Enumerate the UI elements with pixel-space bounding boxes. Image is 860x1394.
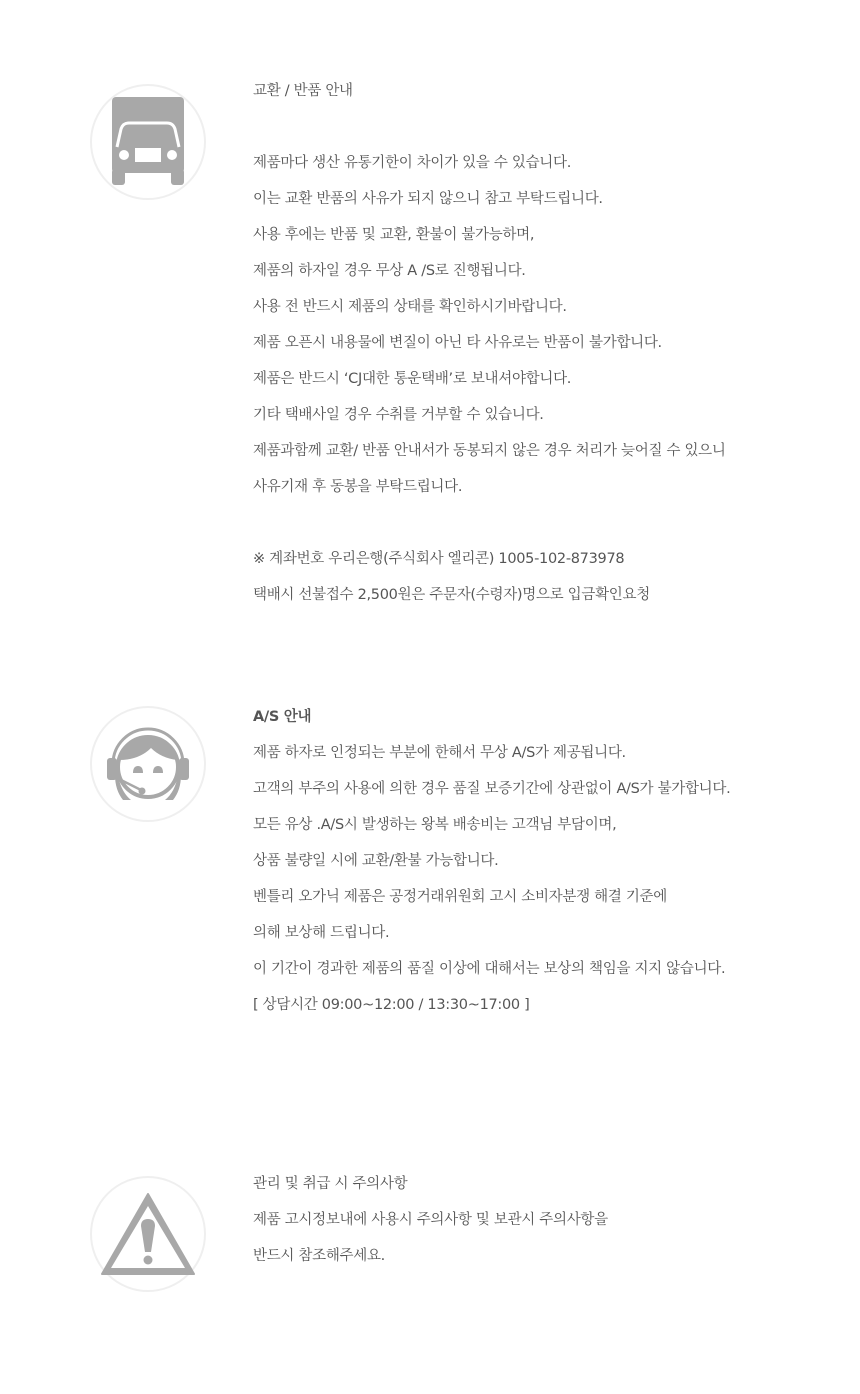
truck-icon: [111, 97, 185, 187]
exchange-line: 제품의 하자일 경우 무상 A /S로 진행됩니다.: [253, 263, 526, 279]
caution-line: 제품 고시정보내에 사용시 주의사항 및 보관시 주의사항을: [253, 1212, 608, 1228]
exchange-line: 기타 택배사일 경우 수취를 거부할 수 있습니다.: [253, 407, 544, 423]
exchange-line: 이는 교환 반품의 사유가 되지 않으니 참고 부탁드립니다.: [253, 191, 603, 207]
headset-agent-icon: [103, 720, 193, 808]
as-line: 제품 하자로 인정되는 부분에 한해서 무상 A/S가 제공됩니다.: [253, 745, 626, 761]
shipping-fee-line: 택배시 선불접수 2,500원은 주문자(수령자)명으로 입금확인요청: [253, 587, 650, 603]
caution-title: 관리 및 취급 시 주의사항: [253, 1176, 408, 1192]
bank-account-line: ※ 계좌번호 우리은행(주식회사 엘리콘) 1005-102-873978: [253, 551, 625, 567]
consultation-hours: [ 상담시간 09:00~12:00 / 13:30~17:00 ]: [253, 997, 530, 1013]
as-service-title: A/S 안내: [253, 709, 312, 725]
as-line: 벤틀리 오가닉 제품은 공정거래위원회 고시 소비자분쟁 해결 기준에: [253, 889, 667, 905]
caution-text: [253, 1166, 813, 1274]
warning-icon-circle: [90, 1176, 206, 1292]
as-line: 상품 불량일 시에 교환/환불 가능합니다.: [253, 853, 499, 869]
warning-triangle-icon: [100, 1192, 196, 1276]
as-line: 모든 유상 .A/S시 발생하는 왕복 배송비는 고객님 부담이며,: [253, 817, 617, 833]
exchange-line: 사유기재 후 동봉을 부탁드립니다.: [253, 479, 463, 495]
exchange-line: 제품은 반드시 ‘CJ대한 통운택배’로 보내셔야합니다.: [253, 371, 572, 387]
as-line: 고객의 부주의 사용에 의한 경우 품질 보증기간에 상관없이 A/S가 불가합니다.: [253, 781, 731, 797]
exchange-return-text: [253, 73, 813, 613]
exchange-line: 제품마다 생산 유통기한이 차이가 있을 수 있습니다.: [253, 155, 572, 171]
as-service-text: [253, 699, 813, 1023]
exchange-line: 제품 오픈시 내용물에 변질이 아닌 타 사유로는 반품이 불가합니다.: [253, 335, 662, 351]
caution-line: 반드시 참조해주세요.: [253, 1248, 385, 1264]
truck-icon-circle: [90, 84, 206, 200]
as-line: 이 기간이 경과한 제품의 품질 이상에 대해서는 보상의 책임을 지지 않습니다.: [253, 961, 726, 977]
exchange-line: 사용 후에는 반품 및 교환, 환불이 불가능하며,: [253, 227, 535, 243]
exchange-line: 제품과함께 교환/ 반품 안내서가 동봉되지 않은 경우 처리가 늦어질 수 있으니: [253, 443, 726, 459]
exchange-line: 사용 전 반드시 제품의 상태를 확인하시기바랍니다.: [253, 299, 567, 315]
headset-icon-circle: [90, 706, 206, 822]
exchange-return-title: 교환 / 반품 안내: [253, 83, 353, 99]
as-line: 의해 보상해 드립니다.: [253, 925, 390, 941]
